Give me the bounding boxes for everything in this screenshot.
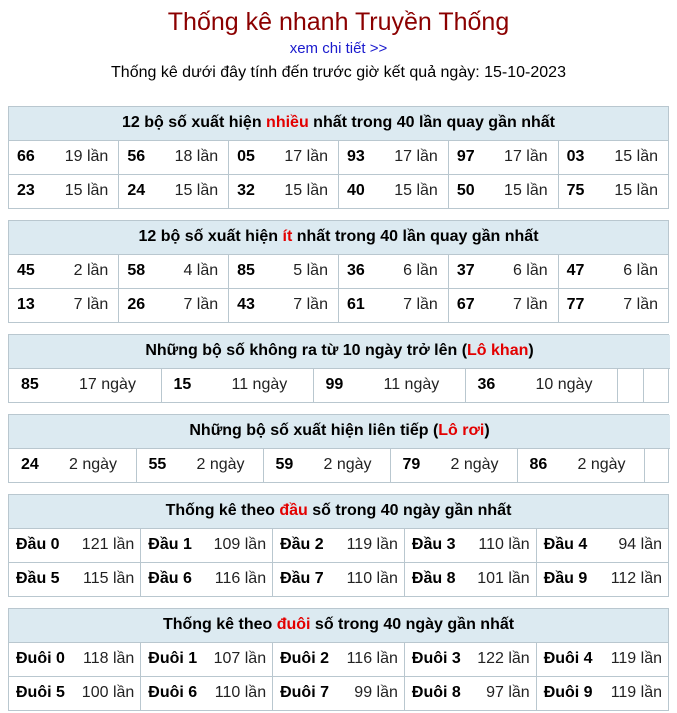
lo-khan-title: Những bộ số không ra từ 10 ngày trở lên (Lô khan) bbox=[9, 335, 670, 368]
number-cell: 05 17 lần bbox=[229, 140, 339, 174]
number-cell: 03 15 lần bbox=[558, 140, 668, 174]
empty-cell bbox=[644, 448, 670, 482]
number-cell: 93 17 lần bbox=[338, 140, 448, 174]
lo-roi-title: Những bộ số xuất hiện liên tiếp (Lô rơi) bbox=[9, 415, 670, 448]
duoi-cell: Đuôi 2 116 lần bbox=[273, 642, 405, 676]
dau-cell: Đầu 7 110 lần bbox=[273, 562, 405, 596]
dau-cell: Đầu 0 121 lần bbox=[9, 528, 141, 562]
number-cell: 23 15 lần bbox=[9, 174, 119, 208]
duoi-cell: Đuôi 7 99 lần bbox=[273, 676, 405, 710]
number-cell: 13 7 lần bbox=[9, 288, 119, 322]
lo-roi-panel bbox=[8, 414, 669, 483]
number-cell: 61 7 lần bbox=[338, 288, 448, 322]
number-cell: 97 17 lần bbox=[448, 140, 558, 174]
number-cell: 50 15 lần bbox=[448, 174, 558, 208]
number-cell: 86 2 ngày bbox=[517, 448, 644, 482]
empty-cell bbox=[617, 368, 643, 402]
number-cell: 85 17 ngày bbox=[9, 368, 161, 402]
duoi-cell: Đuôi 6 110 lần bbox=[141, 676, 273, 710]
page-header bbox=[0, 0, 677, 85]
duoi-cell: Đuôi 5 100 lần bbox=[9, 676, 141, 710]
duoi-cell: Đuôi 3 122 lần bbox=[404, 642, 536, 676]
dau-cell: Đầu 5 115 lần bbox=[9, 562, 141, 596]
number-cell: 36 6 lần bbox=[338, 254, 448, 288]
least-frequent-panel bbox=[8, 220, 669, 323]
dau-cell: Đầu 2 119 lần bbox=[273, 528, 405, 562]
number-cell: 32 15 lần bbox=[229, 174, 339, 208]
date-note: Thống kê dưới đây tính đến trước giờ kết quả ngày: 15-10-2023 bbox=[111, 64, 566, 81]
number-cell: 47 6 lần bbox=[558, 254, 668, 288]
number-cell: 43 7 lần bbox=[229, 288, 339, 322]
dau-panel bbox=[8, 494, 669, 597]
number-cell: 26 7 lần bbox=[119, 288, 229, 322]
duoi-panel bbox=[8, 608, 669, 711]
duoi-cell: Đuôi 0 118 lần bbox=[9, 642, 141, 676]
most-frequent-title: 12 bộ số xuất hiện nhiều nhất trong 40 lần quay gần nhất bbox=[9, 107, 668, 140]
number-cell: 36 10 ngày bbox=[465, 368, 617, 402]
dau-cell: Đầu 9 112 lần bbox=[543, 570, 662, 588]
number-cell: 55 2 ngày bbox=[136, 448, 263, 482]
number-cell: 99 11 ngày bbox=[313, 368, 465, 402]
more-details-link[interactable]: xem chi tiết >> bbox=[289, 40, 388, 57]
number-cell: 85 5 lần bbox=[229, 254, 339, 288]
number-cell: 24 15 lần bbox=[119, 174, 229, 208]
dau-cell: Đầu 8 101 lần bbox=[404, 562, 536, 596]
number-cell: 75 15 lần bbox=[566, 182, 658, 200]
number-cell: 37 6 lần bbox=[448, 254, 558, 288]
number-cell: 77 7 lần bbox=[566, 296, 658, 314]
number-cell: 45 2 lần bbox=[9, 254, 119, 288]
number-cell: 66 19 lần bbox=[9, 140, 119, 174]
duoi-cell: Đuôi 8 97 lần bbox=[404, 676, 536, 710]
duoi-cell: Đuôi 9 119 lần bbox=[543, 684, 662, 702]
empty-cell bbox=[643, 368, 670, 402]
number-cell: 24 2 ngày bbox=[9, 448, 136, 482]
lo-khan-panel bbox=[8, 334, 669, 403]
number-cell: 59 2 ngày bbox=[263, 448, 390, 482]
most-frequent-panel bbox=[8, 106, 669, 209]
dau-title: Thống kê theo đầu số trong 40 ngày gần nhất bbox=[9, 495, 668, 528]
duoi-title: Thống kê theo đuôi số trong 40 ngày gần nhất bbox=[9, 609, 668, 642]
number-cell: 58 4 lần bbox=[119, 254, 229, 288]
number-cell: 15 11 ngày bbox=[161, 368, 313, 402]
least-frequent-title: 12 bộ số xuất hiện ít nhất trong 40 lần quay gần nhất bbox=[9, 221, 668, 254]
number-cell: 79 2 ngày bbox=[390, 448, 517, 482]
page-title: Thống kê nhanh Truyền Thống bbox=[167, 8, 510, 36]
dau-cell: Đầu 6 116 lần bbox=[141, 562, 273, 596]
more-details-link-row bbox=[0, 40, 677, 63]
number-cell: 40 15 lần bbox=[338, 174, 448, 208]
number-cell: 56 18 lần bbox=[119, 140, 229, 174]
duoi-cell: Đuôi 1 107 lần bbox=[141, 642, 273, 676]
number-cell: 67 7 lần bbox=[448, 288, 558, 322]
dau-cell: Đầu 1 109 lần bbox=[141, 528, 273, 562]
duoi-cell: Đuôi 4 119 lần bbox=[536, 642, 668, 676]
dau-cell: Đầu 4 94 lần bbox=[536, 528, 668, 562]
dau-cell: Đầu 3 110 lần bbox=[404, 528, 536, 562]
